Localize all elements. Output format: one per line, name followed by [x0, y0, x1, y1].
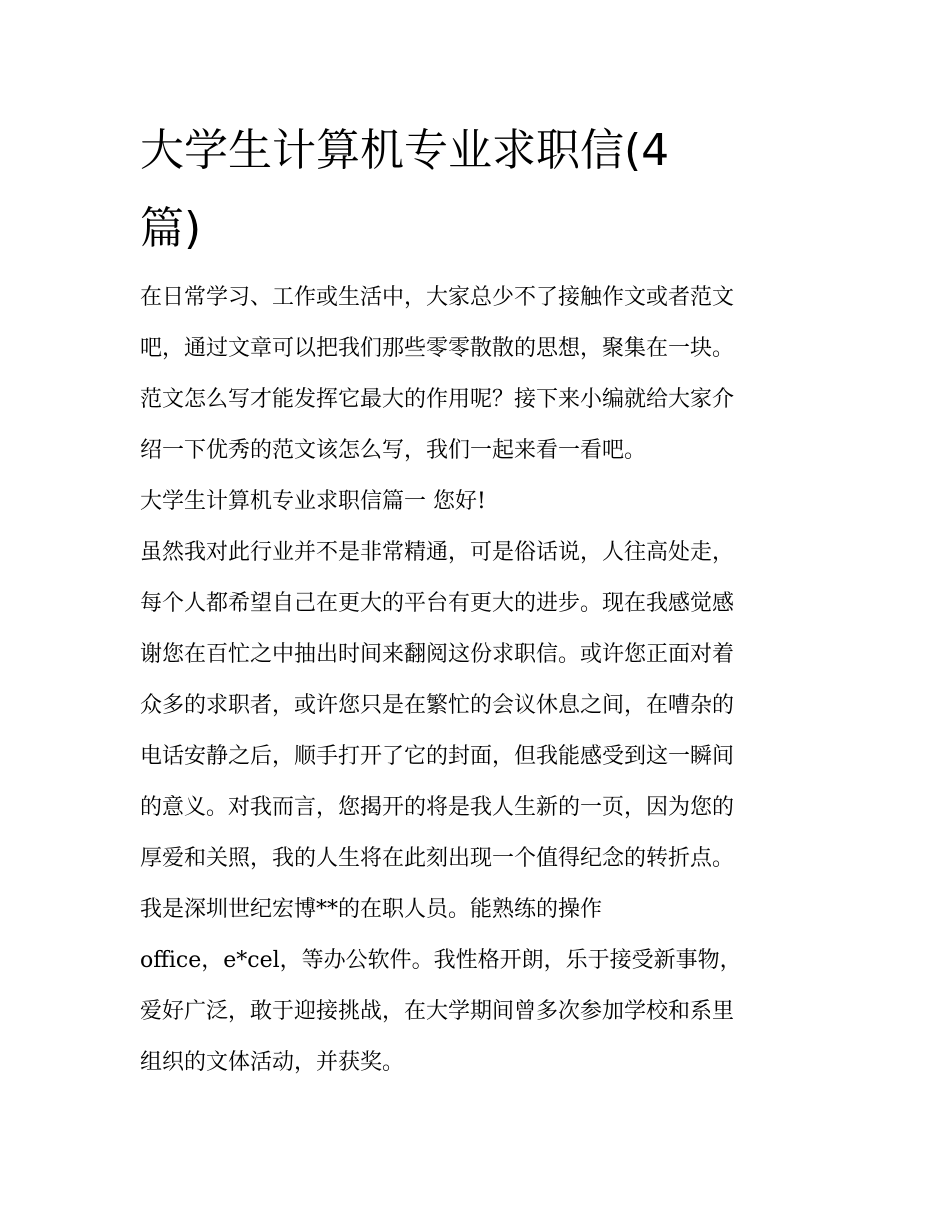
body-line-15: 爱好广泛，敢于迎接挑战，在大学期间曾多次参加学校和系里: [140, 999, 735, 1024]
body-line-3: 范文怎么写才能发挥它最大的作用呢？接下来小编就给大家介: [140, 387, 735, 412]
title-line-2: 篇): [140, 203, 202, 254]
document-title: [140, 112, 780, 268]
body-line-1: 在日常学习、工作或生活中，大家总少不了接触作文或者范文: [140, 285, 735, 310]
body-line-8: 谢您在百忙之中抽出时间来翻阅这份求职信。或许您正面对着: [140, 642, 735, 667]
body-line-2: 吧，通过文章可以把我们那些零零散散的思想，聚集在一块。: [140, 336, 735, 361]
body-line-12: 厚爱和关照，我的人生将在此刻出现一个值得纪念的转折点。: [140, 846, 735, 871]
body-line-13: 我是深圳世纪宏博**的在职人员。能熟练的操作: [140, 897, 603, 922]
body-line-11: 的意义。对我而言，您揭开的将是我人生新的一页，因为您的: [140, 795, 735, 820]
body-line-6: 虽然我对此行业并不是非常精通，可是俗话说，人往高处走，: [140, 540, 735, 565]
body-line-16: 组织的文体活动，并获奖。: [140, 1050, 405, 1075]
title-line-1: 大学生计算机专业求职信(4: [140, 125, 670, 176]
body-line-10: 电话安静之后，顺手打开了它的封面，但我能感受到这一瞬间: [140, 744, 735, 769]
body-line-4: 绍一下优秀的范文该怎么写，我们一起来看一看吧。: [140, 438, 647, 463]
document-body: [140, 272, 830, 1088]
body-line-14: office，e*cel，等办公软件。我性格开朗，乐于接受新事物，: [140, 948, 742, 973]
section-heading-line: 大学生计算机专业求职信篇一 您好!: [140, 489, 486, 514]
body-line-9: 众多的求职者，或许您只是在繁忙的会议休息之间，在嘈杂的: [140, 693, 735, 718]
body-line-7: 每个人都希望自己在更大的平台有更大的进步。现在我感觉感: [140, 591, 735, 616]
